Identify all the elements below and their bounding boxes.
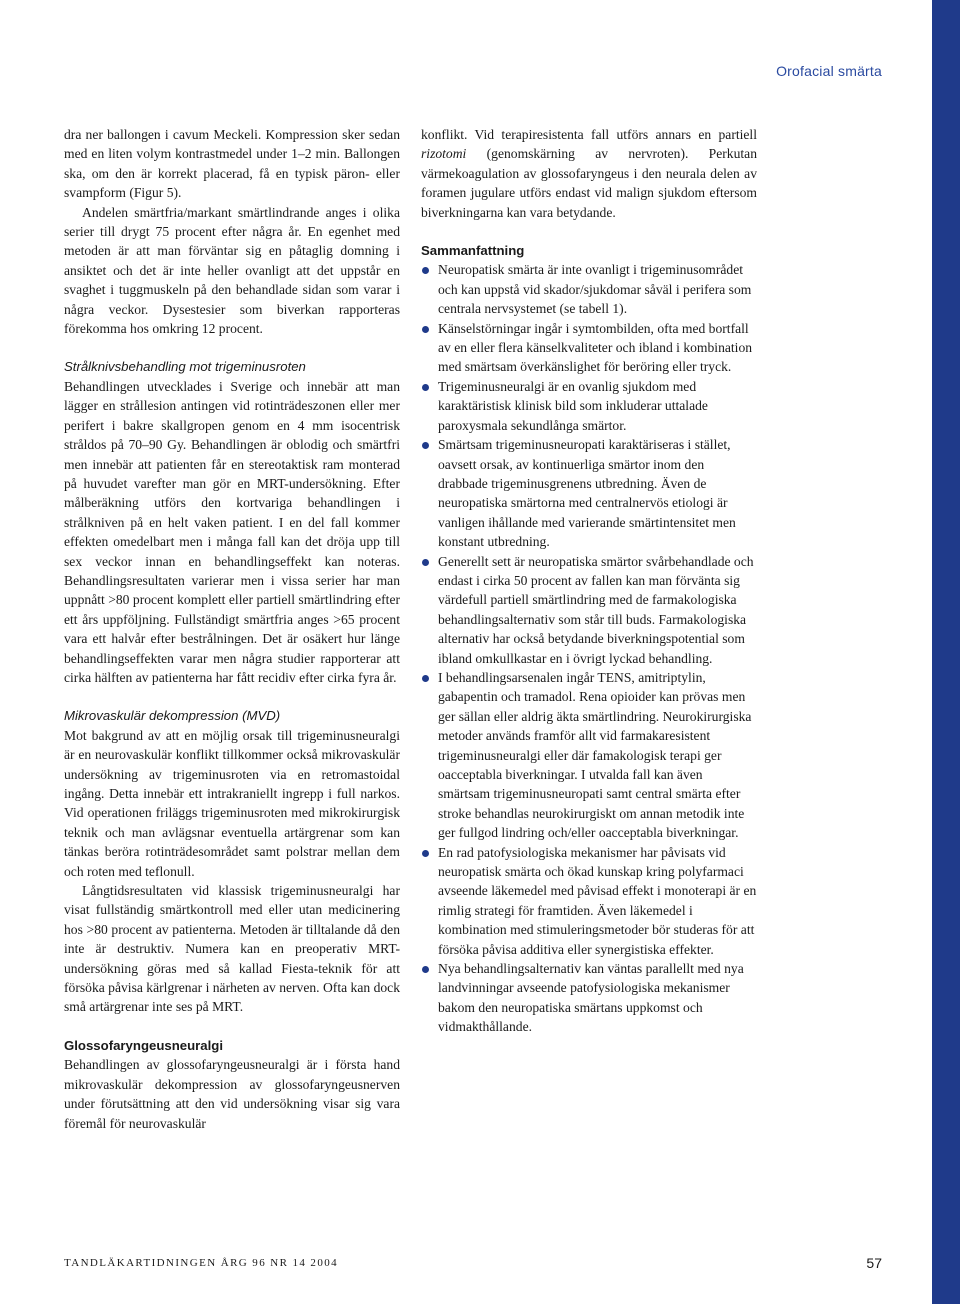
paragraph: Andelen smärtfria/markant smärtlindrande anges i olika serier till drygt 75 procent efter några år. En egenhet med metoden är att man förväntar sig en påtaglig domning i ansiktet och det är inte heller ovanligt att det uppstår en svaghet i tuggmuskeln på den behandlade sidan som varar i några veckor. Dysestesier som biverkan rapporteras förekomma hos omkring 12 procent. (64, 204, 400, 337)
summary-item: Smärtsam trigeminusneuropati karaktäriseras i stället, oavsett orsak, av kontinuerliga smärtor inom den drabbade trigeminusgrenens utbredning. Även de neuropatiska smärtorna med centralnervös etiologi är vanligen ihållande med varierande smärtintensitet men konstant utbredning. (421, 435, 757, 551)
summary-heading: Sammanfattning (421, 243, 525, 259)
paragraph (421, 125, 757, 222)
accent-side-bar (932, 0, 960, 1304)
summary-item: Nya behandlingsalternativ kan väntas parallellt med nya landvinningar avseende patofysiologiska mekanismer bakom den neuropatiska smärtans uppkomst och vidmakthållande. (421, 959, 757, 1037)
text-run: konflikt. Vid terapiresistenta fall utförs annars en partiell (421, 127, 757, 142)
paragraph: dra ner ballongen i cavum Meckeli. Kompression sker sedan med en liten volym kontrastmedel under 1–2 min. Ballongen ska, om den är korrekt placerad, få en typisk päron- eller svampform (Figur 5). (64, 127, 400, 201)
subheading-gamma-knife: Strålknivsbehandling mot trigeminusroten (64, 359, 306, 375)
summary-item: Känselstörningar ingår i symtombilden, ofta med bortfall av en eller flera känselkvaliteter och ibland i kombination med smärtsam överkänslighet för beröring eller tryck. (421, 319, 757, 377)
summary-item: Trigeminusneuralgi är en ovanlig sjukdom med karaktäristisk klinisk bild som inkluderar uttalade paroxysmala sekundlånga smärtor. (421, 377, 757, 435)
left-column (64, 125, 400, 1133)
subheading-glossopharyngeal: Glossofaryngeusneuralgi (64, 1037, 224, 1053)
journal-footer: TANDLÄKARTIDNINGEN ÅRG 96 NR 14 2004 (64, 1257, 339, 1269)
summary-item: Generellt sett är neuropatiska smärtor svårbehandlade och endast i cirka 50 procent av fallen kan man förvänta sig värdefull partiell smärtlindring med de farmakologiska behandlingsalternativ som står till buds. Farmakologiska alternativ har också betydande biverkningspotential som ibland omkullkastar en i övrigt lyckad behandling. (421, 552, 757, 668)
section-title: Orofacial smärta (776, 63, 882, 79)
summary-list (421, 260, 757, 1036)
summary-item: I behandlingsarsenalen ingår TENS, amitriptylin, gabapentin och tramadol. Rena opioider kan prövas men ger sällan eller aldrig äkta smärtlindring. Neurokirurgiska metoder används framför allt vid farmakaresistent trigeminusneuralgi eller där famakologisk terapi ger oacceptabla biverkningar. I utvalda fall kan även smärtsam trigeminusneuropati samt central smärta efter stroke behandlas neurokirurgiskt om annan metodik inte ger fullgod lindring och/eller oacceptabla biverkningar. (421, 668, 757, 843)
right-column (421, 125, 757, 1037)
subheading-mvd: Mikrovaskulär dekompression (MVD) (64, 708, 281, 724)
paragraph: Behandlingen av glossofaryngeusneuralgi är i första hand mikrovaskulär dekompression av glossofaryngeusnerven under förutsättning att den vid undersökning visar sig vara föremål för neurovaskulär (64, 1057, 400, 1131)
summary-item: En rad patofysiologiska mekanismer har påvisats vid neuropatisk smärta och ökad kunskap kring polyfarmaci avseende läkemedel med påvisad effekt i monoterapi är en rimlig strategi för framtiden. Även läkemedel i kombination med stimuleringsmetoder bör studeras för att försöka påvisa additiva eller synergistiska effekter. (421, 843, 757, 959)
paragraph: Mot bakgrund av att en möjlig orsak till trigeminusneuralgi är en neurovaskulär konflikt tillkommer också mikrovaskulär undersökning av trigeminusroten via en retromastoidal ingång. Detta innebär ett intrakraniellt ingrepp i full narkos. Vid operationen friläggs trigeminusroten med mikrokirurgisk teknik och man avlägsnar eventuella artärgrenar som kan tänkas beröra rotinträdesområdet samt polstrar mellan dem och roten med teflonull. (64, 727, 400, 879)
emphasis-term: rizotomi (421, 146, 467, 162)
paragraph: Långtidsresultaten vid klassisk trigeminusneuralgi har visat fullständig smärtkontroll med eller utan medicinering hos >80 procent av patienterna. Metoden är tilltalande då den inte är destruktiv. Numera kan en preoperativ MRT-undersökning göras med så kallad Fiesta-teknik för att försöka påvisa kärlgrenar i närheten av nerven. Ofta kan dock små artärgrenar inte ses på MRT. (64, 883, 400, 1015)
page-number: 57 (866, 1255, 882, 1271)
summary-item: Neuropatisk smärta är inte ovanligt i trigeminusområdet och kan uppstå vid skador/sjukdomar såväl i perifera som centrala nervsystemet (se tabell 1). (421, 260, 757, 318)
paragraph: Behandlingen utvecklades i Sverige och innebär att man lägger en strållesion antingen vid rotinträdeszonen eller mer perifert i bakre skallgropen genom en 4 mm isocentrisk stråldos på 70–90 Gy. Behandlingen är oblodig och smärtfri men innebär att patienten får en stereotaktisk ram monterad på huvudet varefter man gör en MRT-undersökning. Efter målberäkning utförs den kortvariga behandlingen i strålkniven på en helt vaken patient. I en del fall kommer effekten omedelbart men i många fall kan det dröja upp till sex veckor innan en behandlingseffekt kan noteras. Behandlingsresultaten varierar men i vissa serier har man uppnått >80 procent komplett eller partiell smärtlindring efter ett års uppföljning. Fullständigt smärtfria anges >65 procent vara ett halvår efter bestrålningen. Det är osäkert hur länge behandlingseffekten varar men några studier rapporterar att cirka hälften av patienterna har fått recidiv efter cirka fyra år. (64, 378, 400, 685)
text-run: (genomskärning av nervroten). Perkutan värmekoagulation av glossofaryngeus i den neurala delen av foramen jugulare utförs endast vid malign sjukdom eftersom biverkningarna kan vara betydande. (421, 146, 757, 220)
